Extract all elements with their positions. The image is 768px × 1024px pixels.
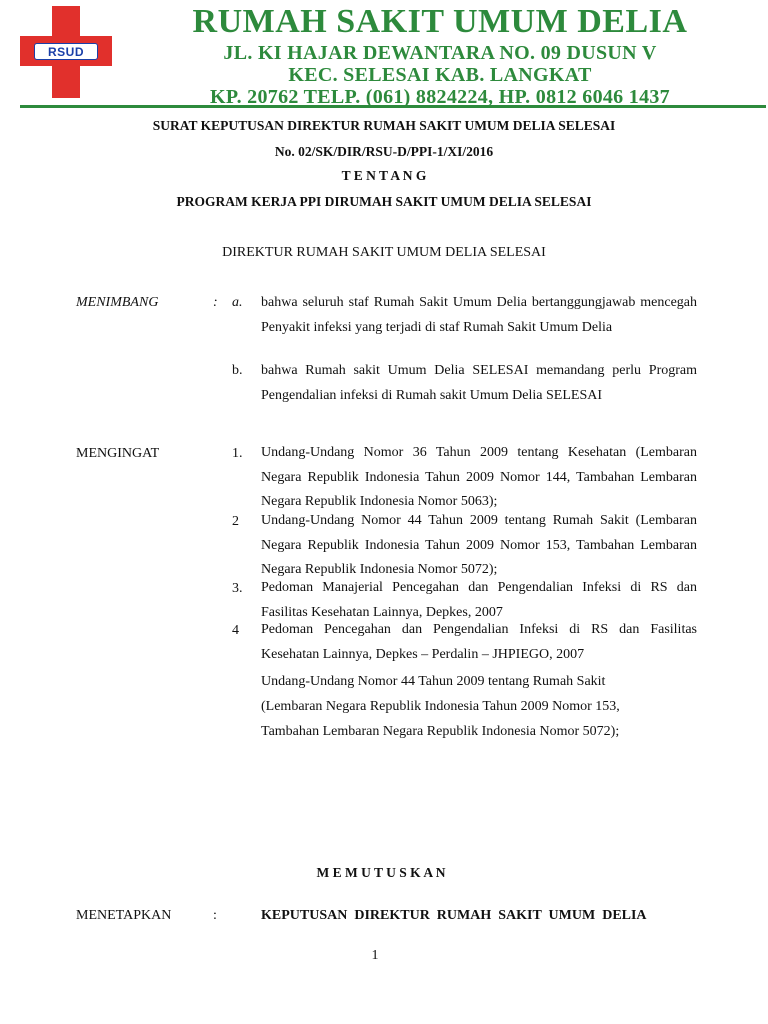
memutuskan-heading: M E M U T U S K A N [316,865,446,880]
menimbang-item-b: bahwa Rumah sakit Umum Delia SELESAI memandang perlu Program Pengendalian infeksi di Rumah sakit Umum Delia SELESAI [261,363,697,403]
mengingat-extra-block [261,669,697,744]
mengingat-marker-1: 1. [232,446,243,461]
contact-line: KP. 20762 TELP. (061) 8824224, HP. 0812 6046 1437 [210,86,670,108]
menimbang-item-a: bahwa seluruh staf Rumah Sakit Umum Delia bertanggungjawab mencegah Penyakit infeksi yang terjadi di staf Rumah Sakit Umum Delia [261,295,697,335]
decree-number: No. 02/SK/DIR/RSU-D/PPI-1/XI/2016 [274,144,494,159]
menetapkan-text: KEPUTUSAN DIREKTUR RUMAH SAKIT UMUM DELIA [261,908,647,923]
menimbang-marker-b: b. [232,363,243,378]
mengingat-marker-3: 3. [232,581,243,596]
logo-label: RSUD [47,44,84,59]
letterhead [0,0,768,110]
menimbang-marker-a: a. [232,295,243,310]
hospital-cross-logo [20,6,112,98]
mengingat-extra-line: Undang-Undang Nomor 44 Tahun 2009 tentang Rumah Sakit [261,674,606,689]
decree-title: SURAT KEPUTUSAN DIREKTUR RUMAH SAKIT UMUM DELIA SELESAI [152,118,616,133]
about-heading: T E N T A N G [341,168,427,183]
mengingat-item-3: Pedoman Manajerial Pencegahan dan Pengendalian Infeksi di RS dan Fasilitas Kesehatan Lainnya, Depkes, 2007 [261,580,697,620]
mengingat-item-1: Undang-Undang Nomor 36 Tahun 2009 tentang Kesehatan (Lembaran Negara Republik Indonesia Tahun 2009 Nomor 144, Tambahan Lembaran Negara Republik Indonesia Nomor 5063); [261,445,697,509]
mengingat-marker-2: 2 [232,514,239,529]
menimbang-label: MENIMBANG [76,295,159,310]
logo-label-box [34,43,98,60]
mengingat-extra-line: Tambahan Lembaran Negara Republik Indonesia Nomor 5072); [261,724,620,739]
hospital-name: RUMAH SAKIT UMUM DELIA [192,3,688,40]
issuer-heading: DIREKTUR RUMAH SAKIT UMUM DELIA SELESAI [222,245,546,260]
mengingat-marker-4: 4 [232,623,239,638]
letterhead-divider [20,105,766,108]
menimbang-colon: : [213,295,218,310]
menetapkan-label: MENETAPKAN [76,908,172,923]
mengingat-item-2: Undang-Undang Nomor 44 Tahun 2009 tentang Rumah Sakit (Lembaran Negara Republik Indonesia Tahun 2009 Nomor 153, Tambahan Lembaran Negara Republik Indonesia Nomor 5072); [261,513,697,577]
menetapkan-colon: : [213,908,217,923]
mengingat-item-4: Pedoman Pencegahan dan Pengendalian Infeksi di RS dan Fasilitas Kesehatan Lainnya, Depkes – Perdalin – JHPIEGO, 2007 [261,622,697,662]
decree-subject: PROGRAM KERJA PPI DIRUMAH SAKIT UMUM DELIA SELESAI [176,194,592,209]
page-number: 1 [371,948,379,963]
mengingat-extra-line: (Lembaran Negara Republik Indonesia Tahun 2009 Nomor 153, [261,699,620,714]
address-line-1: JL. KI HAJAR DEWANTARA NO. 09 DUSUN V [223,42,657,64]
address-line-2: KEC. SELESAI KAB. LANGKAT [288,64,592,86]
letterhead-text [120,0,760,108]
mengingat-label: MENGINGAT [76,446,160,461]
